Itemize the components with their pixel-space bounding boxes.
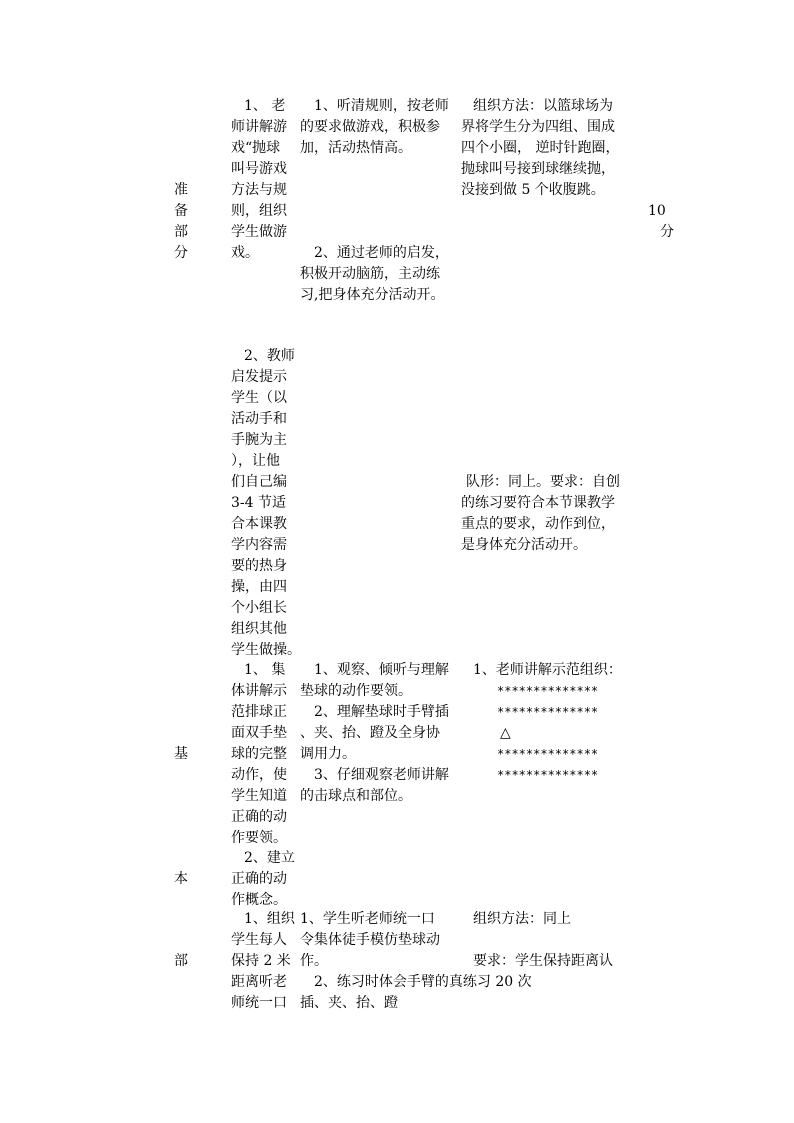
teacher-line: 2、教师 bbox=[244, 348, 295, 364]
student-line: 2、理解垫球时手臂插 bbox=[314, 704, 449, 720]
teacher-line: 作概念。 bbox=[231, 892, 287, 908]
teacher-line: ），让他 bbox=[231, 453, 280, 469]
student-line: 3、仔细观察老师讲解 bbox=[314, 767, 449, 783]
teacher-line: 保持 2 米 bbox=[231, 953, 291, 969]
teacher-line: 学生知道 bbox=[231, 788, 287, 804]
teacher-line: 学生每人 bbox=[231, 932, 287, 948]
org-line: 界将学生分为四组、围成 bbox=[461, 119, 615, 135]
org-line: 要求：学生保持距离认 bbox=[473, 953, 613, 969]
student-line: 的要求做游戏，积极参 bbox=[300, 119, 440, 135]
teacher-line: 组织其他 bbox=[231, 621, 287, 637]
section-label-char: 分 bbox=[174, 245, 188, 261]
teacher-line: 作要领。 bbox=[231, 830, 287, 846]
org-line: 1、老师讲解示范组织： bbox=[473, 662, 622, 678]
section-label-char: 基 bbox=[174, 746, 188, 762]
teacher-line: 1、 老 bbox=[244, 98, 286, 114]
teacher-line: 学生做操。 bbox=[231, 642, 301, 658]
student-line: 1、听清规则，按老师 bbox=[314, 98, 449, 114]
student-line: 作。 bbox=[300, 953, 328, 969]
teacher-line: 1、组织 bbox=[244, 911, 295, 927]
teacher-line: 学生（以 bbox=[231, 390, 287, 406]
teacher-line: 学生做游 bbox=[231, 224, 287, 240]
org-line: 四个小圈， 逆时针跑圈， bbox=[461, 140, 620, 156]
student-line: 加，活动热情高。 bbox=[300, 140, 412, 156]
teacher-line: 师统一口 bbox=[231, 995, 287, 1011]
section-label-char: 部 bbox=[174, 224, 188, 240]
teacher-line: 操，由四 bbox=[231, 579, 287, 595]
teacher-line: 方法与规 bbox=[231, 182, 287, 198]
org-line: 组织方法：同上 bbox=[473, 911, 571, 927]
teacher-line: 2、建立 bbox=[244, 850, 295, 866]
org-line: 重点的要求，动作到位， bbox=[461, 516, 615, 532]
section-label-char: 准 bbox=[174, 182, 188, 198]
student-line: 1、学生听老师统一口 bbox=[300, 911, 435, 927]
student-line: 2、通过老师的启发， bbox=[314, 245, 449, 261]
teacher-line: 启发提示 bbox=[231, 369, 287, 385]
org-line: 是身体充分活动开。 bbox=[461, 537, 587, 553]
student-line: 令集体徒手模仿垫球动 bbox=[300, 932, 440, 948]
teacher-line: 范排球正 bbox=[231, 704, 287, 720]
teacher-line: 手腕为主 bbox=[231, 432, 287, 448]
student-line: 的击球点和部位。 bbox=[300, 788, 412, 804]
teacher-line: 正确的动 bbox=[231, 871, 287, 887]
teacher-line: 学内容需 bbox=[231, 537, 287, 553]
org-line: 没接到做 5 个收腹跳。 bbox=[461, 182, 605, 198]
org-line: 组织方法：以篮球场为 bbox=[473, 98, 613, 114]
org-line: 队形：同上。要求：自创 bbox=[466, 474, 620, 490]
teacher-line: 距离听老 bbox=[231, 974, 287, 990]
section-label-char: 备 bbox=[174, 203, 188, 219]
student-line: 、夹、抬、蹬及全身协 bbox=[300, 725, 440, 741]
student-line: 积极开动脑筋，主动练 bbox=[300, 266, 440, 282]
teacher-line: 正确的动 bbox=[231, 809, 287, 825]
teacher-line: 面双手垫 bbox=[231, 725, 287, 741]
teacher-line: 要的热身 bbox=[231, 558, 287, 574]
teacher-line: 戏。 bbox=[231, 245, 259, 261]
formation-row: ************** bbox=[497, 684, 599, 698]
teacher-line: 体讲解示 bbox=[231, 683, 287, 699]
teacher-line: 师讲解游 bbox=[231, 119, 287, 135]
section-label-char: 本 bbox=[174, 871, 188, 887]
student-line: 2、练习时体会手臂的真练习 20 次 bbox=[314, 974, 532, 990]
section-label-char: 部 bbox=[174, 953, 188, 969]
org-line: 抛球叫号接到球继续抛， bbox=[461, 161, 615, 177]
teacher-line: 球的完整 bbox=[231, 746, 287, 762]
formation-row: ************** bbox=[497, 747, 599, 761]
student-line: 插、夹、抬、蹬 bbox=[300, 995, 398, 1011]
teacher-line: 动作，使 bbox=[231, 767, 287, 783]
teacher-line: 戏“抛球 bbox=[231, 140, 281, 156]
teacher-line: 1、 集 bbox=[244, 662, 286, 678]
time-unit: 分 bbox=[660, 224, 674, 240]
student-line: 习,把身体充分活动开。 bbox=[300, 287, 445, 303]
time-value: 10 bbox=[648, 203, 666, 219]
teacher-line: 们自己编 bbox=[231, 474, 287, 490]
teacher-line: 个小组长 bbox=[231, 600, 287, 616]
student-line: 垫球的动作要领。 bbox=[300, 683, 412, 699]
formation-row: ************** bbox=[497, 768, 599, 782]
teacher-line: 合本课教 bbox=[231, 516, 287, 532]
org-line: 的练习要符合本节课教学 bbox=[461, 495, 615, 511]
teacher-position-marker: △ bbox=[500, 725, 511, 741]
student-line: 1、观察、倾听与理解 bbox=[314, 662, 449, 678]
teacher-line: 3-4 节适 bbox=[231, 495, 286, 511]
formation-row: ************** bbox=[497, 705, 599, 719]
student-line: 调用力。 bbox=[300, 746, 356, 762]
teacher-line: 活动手和 bbox=[231, 411, 287, 427]
teacher-line: 叫号游戏 bbox=[231, 161, 287, 177]
teacher-line: 则，组织 bbox=[231, 203, 287, 219]
